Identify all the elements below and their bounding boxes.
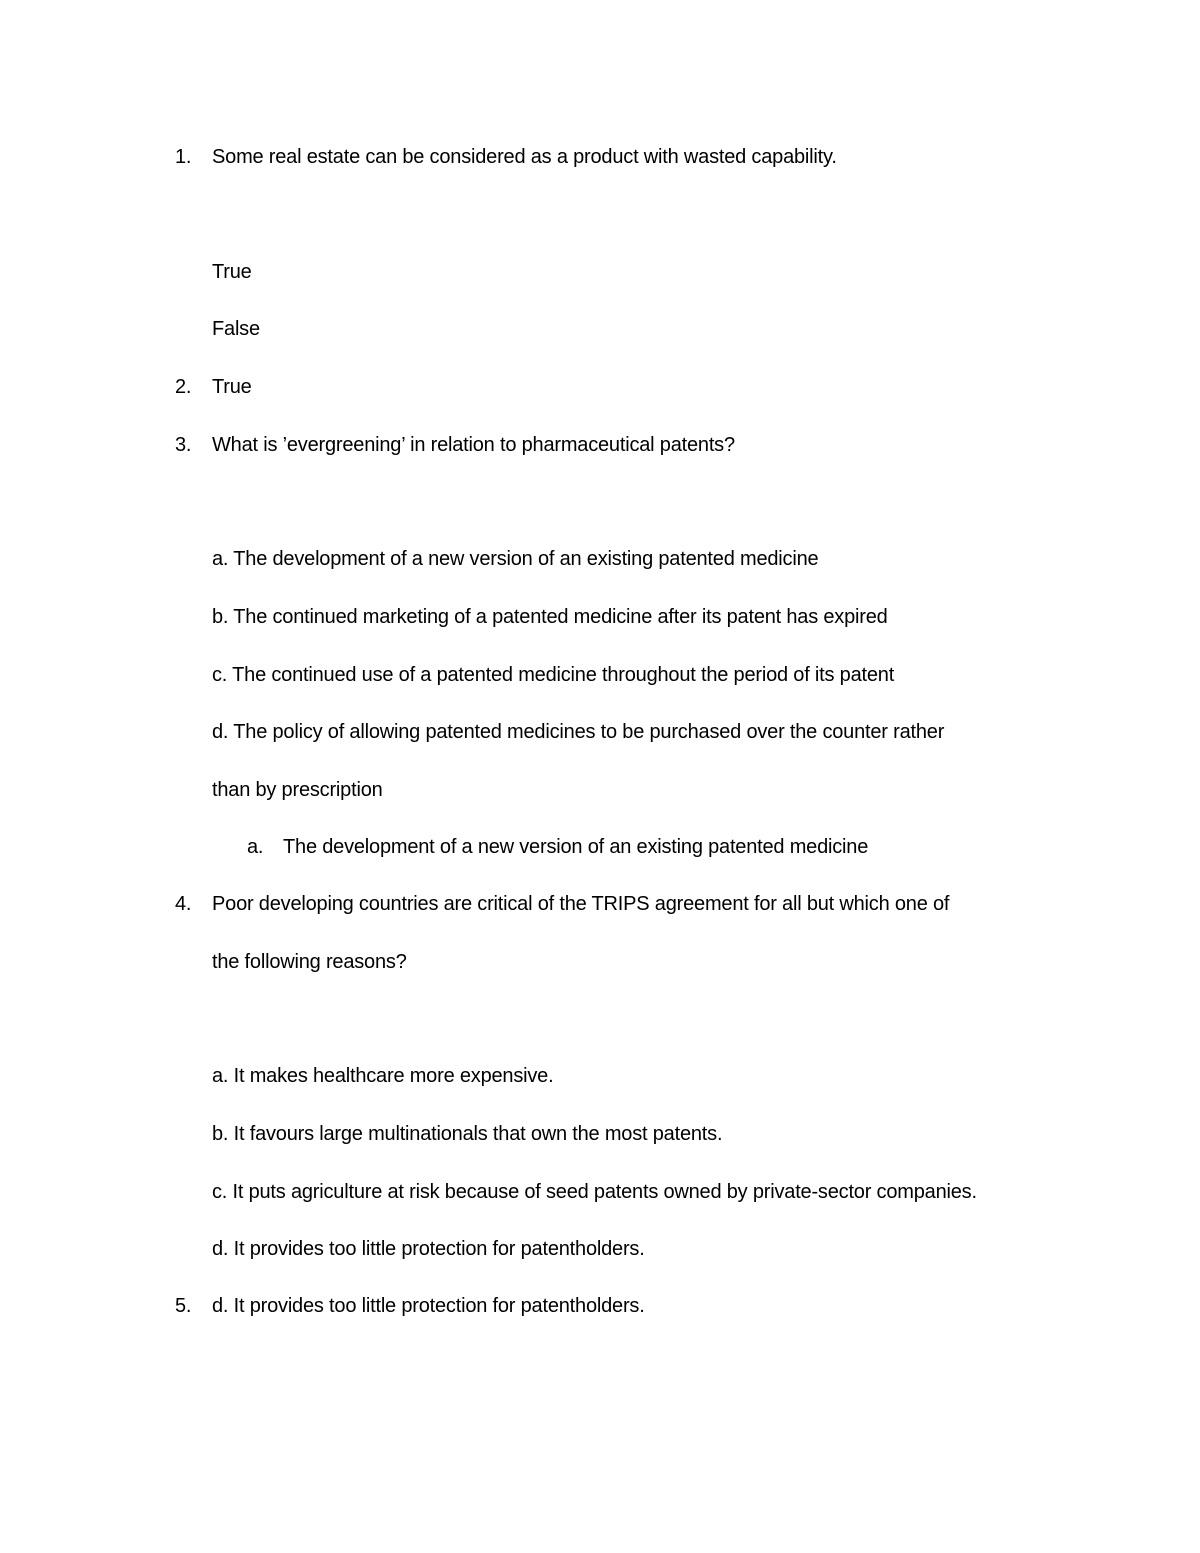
q1-option-label: True (212, 261, 252, 283)
q1-option-label: False (212, 318, 260, 340)
q4-option-label: b. It favours large multinationals that own the most patents. (212, 1123, 723, 1145)
q5-text: d. It provides too little protection for patentholders. (212, 1295, 645, 1317)
q2-number: 2. (175, 376, 192, 398)
q4-option-label: d. It provides too little protection for patentholders. (212, 1238, 645, 1260)
q4-text: Poor developing countries are critical of the TRIPS agreement for all but which one of (212, 893, 950, 915)
q3-text: What is ’evergreening’ in relation to pharmaceutical patents? (212, 434, 735, 456)
q3-number: 3. (175, 434, 192, 456)
q3-answer-marker: a. (247, 836, 264, 858)
q3-option-label: than by prescription (212, 779, 383, 801)
q3-option-label: b. The continued marketing of a patented medicine after its patent has expired (212, 606, 888, 628)
q2-text: True (212, 376, 252, 398)
q4-number: 4. (175, 893, 192, 915)
q1-text: Some real estate can be considered as a product with wasted capability. (212, 146, 837, 168)
q1-number: 1. (175, 146, 192, 168)
q4-option-label: c. It puts agriculture at risk because of seed patents owned by private-sector companies. (212, 1181, 977, 1203)
q3-option-label: a. The development of a new version of an existing patented medicine (212, 548, 819, 570)
q5-number: 5. (175, 1295, 192, 1317)
q4-text-line2: the following reasons? (212, 951, 407, 973)
q3-answer-text: The development of a new version of an existing patented medicine (283, 836, 869, 858)
q3-option-label: d. The policy of allowing patented medicines to be purchased over the counter rather (212, 721, 945, 743)
q3-option-label: c. The continued use of a patented medicine throughout the period of its patent (212, 664, 895, 686)
q4-option-label: a. It makes healthcare more expensive. (212, 1065, 554, 1087)
